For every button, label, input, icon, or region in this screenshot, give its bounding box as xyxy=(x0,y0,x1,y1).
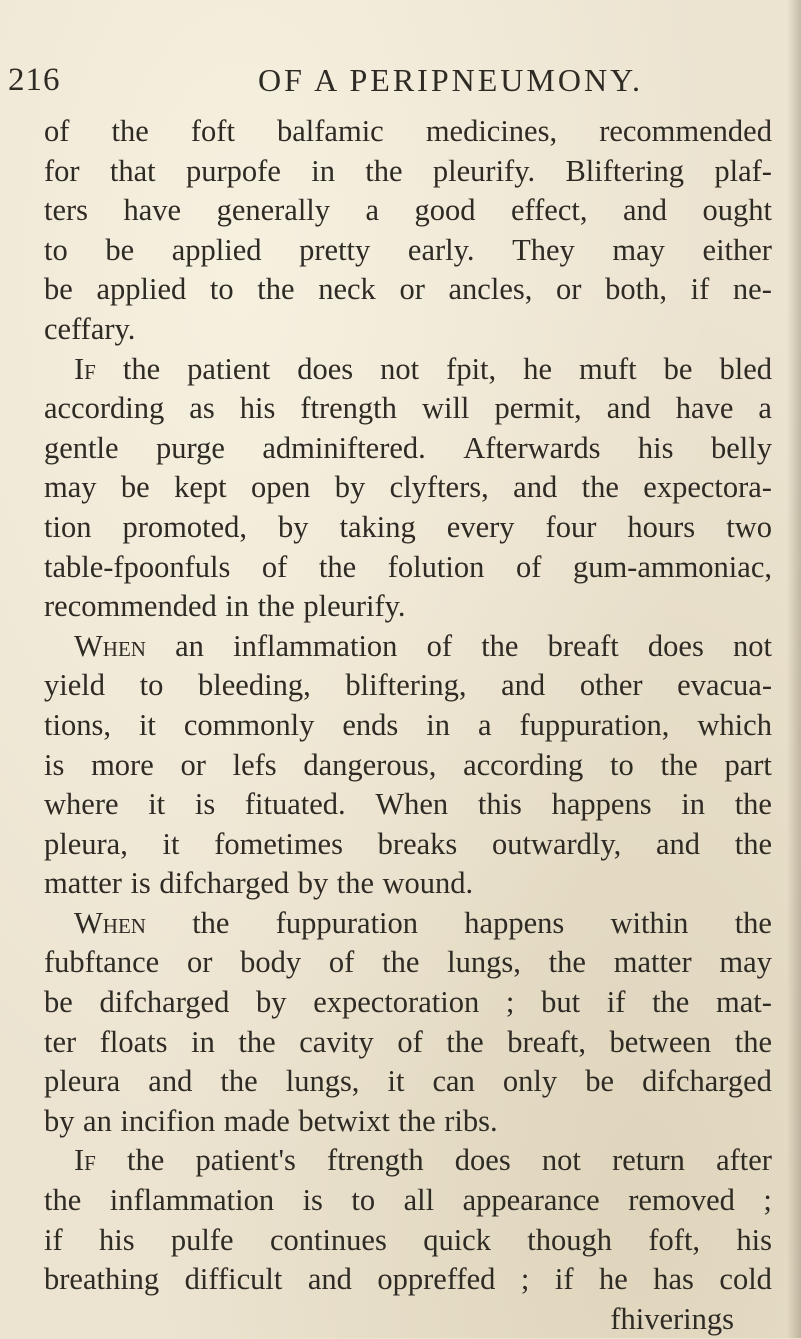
word: fometimes xyxy=(214,826,343,861)
text-line xyxy=(44,1141,772,1181)
word: of xyxy=(328,945,355,980)
word: and xyxy=(307,1262,352,1297)
word: difcharged xyxy=(99,985,230,1020)
word: in xyxy=(426,707,450,742)
word: pleura xyxy=(44,1064,121,1099)
word: table-fpoonfuls xyxy=(44,549,231,584)
word: lefs xyxy=(232,747,277,782)
word: a xyxy=(365,193,380,228)
paragraph xyxy=(44,1141,772,1299)
word: as xyxy=(189,391,215,426)
paragraph-lead-word: When xyxy=(74,628,146,663)
word: but xyxy=(541,985,581,1020)
word: though xyxy=(527,1222,613,1257)
text-line xyxy=(44,746,772,786)
text-line xyxy=(44,508,772,548)
text-line xyxy=(44,864,772,904)
paragraph xyxy=(44,904,772,1142)
word: be xyxy=(105,232,135,267)
word: is xyxy=(302,1183,323,1218)
word: dangerous, xyxy=(303,747,437,782)
text-line xyxy=(44,191,772,231)
word: where xyxy=(44,787,119,822)
word: the xyxy=(365,153,403,188)
word: yield xyxy=(44,668,105,703)
word: more xyxy=(91,747,154,782)
word: he xyxy=(523,351,552,386)
word: When xyxy=(375,787,449,822)
word: a xyxy=(477,707,492,742)
text-line xyxy=(44,983,772,1023)
word: of xyxy=(261,549,288,584)
word: by xyxy=(334,470,366,505)
word: the xyxy=(318,549,357,584)
word: happens xyxy=(551,787,652,822)
text-line xyxy=(44,152,772,192)
word: applied xyxy=(96,272,187,307)
word: effect, xyxy=(510,193,588,228)
word: the xyxy=(581,470,619,505)
word: the xyxy=(44,1183,82,1218)
word: of xyxy=(397,1024,423,1059)
word: be xyxy=(663,351,693,386)
word: lungs, xyxy=(285,1064,360,1099)
word: fituated. xyxy=(244,787,346,822)
text-line xyxy=(44,112,772,152)
word: incifion xyxy=(120,1103,216,1138)
word: ribs. xyxy=(444,1103,498,1138)
text-line xyxy=(44,1221,772,1261)
text-line xyxy=(44,350,772,390)
word: expectoration xyxy=(313,985,480,1020)
text-line xyxy=(44,429,772,469)
word: the xyxy=(220,1064,258,1099)
word: an xyxy=(83,1103,112,1138)
word: either xyxy=(702,232,772,267)
word: ; xyxy=(520,1262,530,1297)
word: body xyxy=(240,945,302,980)
word: in xyxy=(191,1024,215,1059)
word: cold xyxy=(719,1262,772,1297)
word: if xyxy=(606,985,626,1020)
word: that xyxy=(109,153,156,188)
word: not xyxy=(733,628,772,663)
word: patient's xyxy=(195,1143,296,1178)
word: lungs, xyxy=(447,945,521,980)
word: this xyxy=(477,787,522,822)
word: purge xyxy=(155,430,225,465)
text-line xyxy=(44,825,772,865)
word: is xyxy=(194,787,216,822)
word: the xyxy=(192,905,230,940)
word: wound. xyxy=(382,866,474,901)
text-line xyxy=(44,706,772,746)
word: ne- xyxy=(732,272,772,307)
word: his xyxy=(637,430,674,465)
word: in xyxy=(311,153,335,188)
text-line xyxy=(44,548,772,588)
word: quick xyxy=(423,1222,491,1257)
word: ought xyxy=(702,193,772,228)
word: bled xyxy=(719,351,772,386)
word: his xyxy=(736,1222,772,1257)
catchword: fhiverings xyxy=(610,1301,734,1336)
paragraph xyxy=(44,627,772,904)
running-head xyxy=(0,62,801,102)
text-line xyxy=(44,785,772,825)
word: be xyxy=(44,985,73,1020)
word: the xyxy=(734,1024,772,1059)
word: inflammation xyxy=(233,628,398,663)
word: the xyxy=(257,272,295,307)
word: and xyxy=(501,668,546,703)
word: the xyxy=(446,1024,484,1059)
word: may xyxy=(44,470,97,505)
word: the xyxy=(127,1143,165,1178)
word: good xyxy=(414,193,476,228)
word: he xyxy=(598,1262,628,1297)
word: it xyxy=(148,787,166,822)
word: fpit, xyxy=(446,351,497,386)
word: continues xyxy=(269,1222,387,1257)
word: in xyxy=(681,787,705,822)
word: expectora- xyxy=(643,470,772,505)
text-line xyxy=(44,468,772,508)
word: recommended xyxy=(599,114,772,148)
word: of xyxy=(44,114,70,148)
paragraph xyxy=(44,112,772,350)
word: and xyxy=(513,470,558,505)
word: a xyxy=(758,391,772,426)
paragraph-lead-word: If xyxy=(74,1143,96,1178)
word: fuppuration xyxy=(275,905,419,940)
word: taking xyxy=(339,509,416,544)
word: and xyxy=(655,826,701,861)
word: matter xyxy=(613,945,692,980)
word: the xyxy=(336,866,374,901)
word: be xyxy=(44,272,73,307)
word: breathing xyxy=(44,1262,160,1297)
word: does xyxy=(454,1143,511,1178)
word: outwardly, xyxy=(491,826,622,861)
word: foft xyxy=(190,114,235,148)
word: it xyxy=(162,826,180,861)
word: to xyxy=(351,1183,376,1218)
word: difficult xyxy=(184,1262,283,1297)
word: breaks xyxy=(377,826,458,861)
paragraph-lead-word: If xyxy=(74,351,96,386)
word: the xyxy=(398,1103,436,1138)
word: his xyxy=(239,391,276,426)
word: it xyxy=(387,1064,405,1099)
word: pleura, xyxy=(44,826,128,861)
word: cavity xyxy=(299,1024,374,1059)
word: or xyxy=(556,272,582,307)
word: ; xyxy=(763,1183,772,1218)
word: which xyxy=(697,707,772,742)
text-line xyxy=(44,231,772,271)
word: of xyxy=(515,549,542,584)
word: only xyxy=(502,1064,558,1099)
word: tions, xyxy=(44,707,111,742)
word: open xyxy=(251,470,311,505)
word: betwixt xyxy=(298,1103,390,1138)
text-line xyxy=(44,389,772,429)
word: and xyxy=(148,1064,193,1099)
word: balfamic xyxy=(277,114,384,148)
word: if xyxy=(554,1262,574,1297)
word: the xyxy=(111,114,149,148)
word: Bliftering xyxy=(565,153,685,188)
word: to xyxy=(139,668,164,703)
word: difcharged xyxy=(642,1064,772,1099)
word: within xyxy=(610,905,689,940)
word: is xyxy=(44,747,65,782)
word: in xyxy=(225,589,250,624)
word: ends xyxy=(342,707,399,742)
word: of xyxy=(426,628,453,663)
word: ters xyxy=(44,193,89,228)
word: to xyxy=(209,272,234,307)
word: breaft, xyxy=(507,1024,586,1059)
word: the xyxy=(734,905,772,940)
word: or xyxy=(186,945,213,980)
word: breaft xyxy=(547,628,619,663)
body-text xyxy=(44,112,772,1339)
word: the xyxy=(652,985,690,1020)
word: the xyxy=(257,589,295,624)
word: has xyxy=(653,1262,694,1297)
word: adminiftered. xyxy=(262,430,426,465)
paragraph xyxy=(44,350,772,627)
word: clyfters, xyxy=(389,470,489,505)
word: gentle xyxy=(44,430,119,465)
word: can xyxy=(432,1064,475,1099)
word: fubftance xyxy=(44,945,160,980)
word: the xyxy=(238,1024,276,1059)
word: other xyxy=(579,668,643,703)
word: pretty xyxy=(299,232,371,267)
paragraph-lead-word: When xyxy=(74,905,146,940)
word: oppreffed xyxy=(377,1262,496,1297)
word: to xyxy=(610,747,634,782)
word: by xyxy=(44,1103,75,1138)
word: pulfe xyxy=(170,1222,234,1257)
word: two xyxy=(726,509,772,544)
running-title: OF A PERIPNEUMONY. xyxy=(258,62,644,98)
word: neck xyxy=(318,272,376,307)
word: may xyxy=(719,945,772,980)
word: floats xyxy=(99,1024,168,1059)
word: have xyxy=(123,193,182,228)
word: or xyxy=(399,272,425,307)
word: tion xyxy=(44,509,92,544)
word: ftrength xyxy=(300,391,397,426)
word: is xyxy=(130,866,151,901)
word: inflammation xyxy=(109,1183,275,1218)
word: purpofe xyxy=(186,153,281,188)
word: have xyxy=(675,391,734,426)
word: bliftering, xyxy=(345,668,467,703)
text-line xyxy=(44,904,772,944)
word: be xyxy=(585,1064,614,1099)
text-line xyxy=(44,310,772,350)
word: the xyxy=(734,826,772,861)
word: appearance xyxy=(462,1183,600,1218)
word: if xyxy=(44,1222,63,1257)
word: plaf- xyxy=(714,153,772,188)
word: made xyxy=(223,1103,290,1138)
word: according xyxy=(44,391,165,426)
word: not xyxy=(380,351,420,386)
word: the xyxy=(481,628,519,663)
word: generally xyxy=(216,193,331,228)
word: all xyxy=(403,1183,435,1218)
text-line xyxy=(44,627,772,667)
word: four xyxy=(545,509,597,544)
word: and xyxy=(606,391,651,426)
word: ftrength xyxy=(327,1143,424,1178)
word: for xyxy=(44,153,80,188)
word: not xyxy=(541,1143,581,1178)
page-edge-shadow xyxy=(787,0,801,1338)
word: difcharged xyxy=(159,866,290,901)
word: part xyxy=(724,747,772,782)
catchword-line xyxy=(44,1300,772,1339)
text-line xyxy=(44,1102,772,1142)
word: his xyxy=(98,1222,135,1257)
word: foft, xyxy=(648,1222,701,1257)
word: be xyxy=(120,470,150,505)
word: the xyxy=(548,945,586,980)
word: fuppuration, xyxy=(519,707,670,742)
word: does xyxy=(647,628,704,663)
word: hours xyxy=(627,509,696,544)
text-line xyxy=(44,1181,772,1221)
word: to xyxy=(44,232,68,267)
word: applied xyxy=(171,232,262,267)
word: medicines, xyxy=(425,114,558,148)
word: folution xyxy=(387,549,485,584)
text-line xyxy=(44,943,772,983)
word: permit, xyxy=(494,391,582,426)
text-line xyxy=(44,1062,772,1102)
word: belly xyxy=(710,430,772,465)
word: the xyxy=(660,747,698,782)
word: pleurify. xyxy=(303,589,406,624)
word: the xyxy=(382,945,420,980)
word: may xyxy=(612,232,665,267)
word: the xyxy=(122,351,161,386)
word: kept xyxy=(174,470,227,505)
word: ceffary. xyxy=(44,311,136,346)
word: if xyxy=(690,272,710,307)
text-line xyxy=(44,1023,772,1063)
word: ancles, xyxy=(448,272,533,307)
text-line xyxy=(44,587,772,627)
word: both, xyxy=(605,272,667,307)
word: by xyxy=(256,985,287,1020)
word: the xyxy=(734,787,772,822)
word: gum-ammoniac, xyxy=(572,549,772,584)
word: patient xyxy=(187,351,271,386)
word: or xyxy=(180,747,206,782)
word: pleurify. xyxy=(432,153,536,188)
word: does xyxy=(297,351,354,386)
word: bleeding, xyxy=(198,668,311,703)
text-line xyxy=(44,270,772,310)
word: will xyxy=(421,391,470,426)
word: early. xyxy=(407,232,475,267)
word: by xyxy=(297,866,329,901)
text-line xyxy=(44,1260,772,1300)
page-number: 216 xyxy=(8,62,61,98)
word: after xyxy=(716,1143,772,1178)
word: matter xyxy=(44,866,122,901)
word: muft xyxy=(579,351,637,386)
word: Afterwards xyxy=(463,430,601,465)
word: between xyxy=(609,1024,712,1059)
word: promoted, xyxy=(122,509,247,544)
word: removed xyxy=(628,1183,735,1218)
word: every xyxy=(446,509,515,544)
word: it xyxy=(138,707,156,742)
word: commonly xyxy=(183,707,315,742)
word: and xyxy=(622,193,667,228)
word: happens xyxy=(464,905,565,940)
text-line xyxy=(44,666,772,706)
word: an xyxy=(175,628,204,663)
word: ter xyxy=(44,1024,77,1059)
word: recommended xyxy=(44,589,217,624)
word: mat- xyxy=(716,985,772,1020)
word: according xyxy=(463,747,584,782)
word: ; xyxy=(505,985,515,1020)
word: They xyxy=(512,232,575,267)
word: evacua- xyxy=(677,668,772,703)
word: by xyxy=(278,509,309,544)
word: return xyxy=(612,1143,685,1178)
